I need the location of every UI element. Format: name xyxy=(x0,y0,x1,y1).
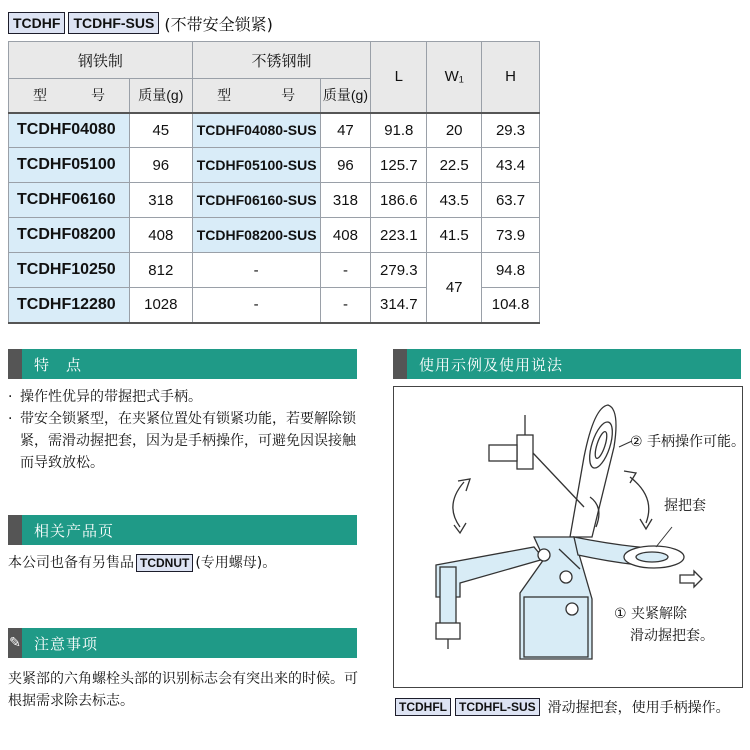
sus-model-cell: TCDHF06160-SUS xyxy=(192,183,320,218)
L-cell: 279.3 xyxy=(371,253,427,288)
model-label-b: 号 xyxy=(281,87,296,104)
mass-cell: 96 xyxy=(129,148,192,183)
W1-cell: 43.5 xyxy=(427,183,482,218)
bullet-dot: · xyxy=(8,411,13,427)
H-cell: 104.8 xyxy=(482,288,540,323)
model-cell: TCDHF10250 xyxy=(9,253,130,288)
table-row xyxy=(9,218,540,253)
table-row xyxy=(9,253,540,288)
related-text-before: 本公司也备有另售品 xyxy=(8,555,134,571)
H-cell: 73.9 xyxy=(482,218,540,253)
model-label-a: 型 xyxy=(32,87,47,104)
model-cell: TCDHF05100 xyxy=(9,148,130,183)
pencil-icon: ✎ xyxy=(8,628,22,658)
model-cell: TCDHF12280 xyxy=(9,288,130,323)
features-heading: 特 点 xyxy=(34,355,83,374)
table-row xyxy=(9,183,540,218)
features-list xyxy=(8,386,363,474)
L-cell: 91.8 xyxy=(371,113,427,148)
related-product-link[interactable]: TCDNUT xyxy=(136,554,193,572)
W1-cell: 47 xyxy=(427,253,482,323)
model-label-b: 号 xyxy=(90,87,105,104)
list-item xyxy=(8,386,363,408)
H-cell: 94.8 xyxy=(482,253,540,288)
sus-mass-cell: 318 xyxy=(320,183,371,218)
product-tag: TCDHF xyxy=(8,12,65,34)
list-item xyxy=(8,408,363,474)
sus-mass-cell: 96 xyxy=(320,148,371,183)
notes-header xyxy=(8,628,357,658)
sus-model-cell: TCDHF04080-SUS xyxy=(192,113,320,148)
lowered-handle xyxy=(574,537,684,568)
release-label-1: ① 夹紧解除 xyxy=(614,606,688,622)
sus-mass-cell: 47 xyxy=(320,113,371,148)
model-label-a: 型 xyxy=(217,87,232,104)
notes-text: 夹紧部的六角螺栓头部的识别标志会有突出来的时候。可根据需求除去标志。 xyxy=(8,671,358,709)
group-stainless: 不锈钢制 xyxy=(192,42,371,79)
model-cell: TCDHF04080 xyxy=(9,113,130,148)
W1-cell: 20 xyxy=(427,113,482,148)
handle-operation-label: ② 手柄操作可能。 xyxy=(630,434,746,450)
rotation-arrow-right xyxy=(624,471,652,529)
title-suffix: (不带安全锁紧) xyxy=(164,14,273,34)
related-header xyxy=(8,515,357,545)
mass-cell: 45 xyxy=(129,113,192,148)
usage-heading: 使用示例及使用说法 xyxy=(419,355,564,374)
page-title xyxy=(8,10,273,36)
group-steel: 钢铁制 xyxy=(9,42,193,79)
bar-stub xyxy=(8,349,22,379)
bar-stub xyxy=(393,349,407,379)
mass-cell: 318 xyxy=(129,183,192,218)
footer-caption xyxy=(393,697,730,717)
L-cell: 314.7 xyxy=(371,288,427,323)
sus-model-cell: TCDHF05100-SUS xyxy=(192,148,320,183)
clamp-spindle xyxy=(436,567,460,649)
raised-spindle xyxy=(489,415,584,507)
sus-model-cell: - xyxy=(192,253,320,288)
H-cell: 43.4 xyxy=(482,148,540,183)
sus-mass-cell: 408 xyxy=(320,218,371,253)
grip-sleeve-label: 握把套 xyxy=(664,498,706,514)
L-cell: 186.6 xyxy=(371,183,427,218)
raised-handle xyxy=(570,405,617,537)
product-tag: TCDHFL xyxy=(395,698,451,716)
col-header-W1: W₁ xyxy=(427,42,482,113)
model-cell: TCDHF08200 xyxy=(9,218,130,253)
sus-mass-cell: - xyxy=(320,288,371,323)
bullet-dot: · xyxy=(8,389,13,405)
spec-table xyxy=(8,41,540,324)
W1-cell: 41.5 xyxy=(427,218,482,253)
related-heading: 相关产品页 xyxy=(34,521,115,540)
usage-header xyxy=(393,349,741,379)
related-text xyxy=(8,553,276,573)
mass-cell: 1028 xyxy=(129,288,192,323)
table-row xyxy=(9,148,540,183)
col-header-L: L xyxy=(371,42,427,113)
feature-text: 带安全锁紧型，在夹紧位置处有锁紧功能，若要解除锁紧，需滑动握把套，因为是手柄操作，可避免因误接触而导致放松。 xyxy=(20,411,356,471)
col-header-H: H xyxy=(482,42,540,113)
mass-cell: 408 xyxy=(129,218,192,253)
sus-mass-cell: - xyxy=(320,253,371,288)
sus-model-cell: - xyxy=(192,288,320,323)
features-header xyxy=(8,349,357,379)
table-row xyxy=(9,113,540,148)
L-cell: 223.1 xyxy=(371,218,427,253)
L-cell: 125.7 xyxy=(371,148,427,183)
rotation-arrow-left xyxy=(453,479,470,533)
col-header-model xyxy=(9,79,130,113)
H-cell: 29.3 xyxy=(482,113,540,148)
product-tag: TCDHFL-SUS xyxy=(455,698,540,716)
slide-arrow xyxy=(680,571,702,587)
col-header-sus-model xyxy=(192,79,320,113)
related-text-after: (专用螺母)。 xyxy=(195,555,277,571)
col-header-mass: 质量(g) xyxy=(129,79,192,113)
clamp-body xyxy=(436,537,592,659)
H-cell: 63.7 xyxy=(482,183,540,218)
model-cell: TCDHF06160 xyxy=(9,183,130,218)
bar-stub xyxy=(8,515,22,545)
feature-text: 操作性优异的带握把式手柄。 xyxy=(20,389,202,405)
col-header-sus-mass: 质量(g) xyxy=(320,79,371,113)
release-label-2: 滑动握把套。 xyxy=(630,628,714,644)
footer-text: 滑动握把套，使用手柄操作。 xyxy=(547,700,730,716)
product-tag: TCDHF-SUS xyxy=(68,12,159,34)
usage-diagram xyxy=(393,386,746,688)
sus-model-cell: TCDHF08200-SUS xyxy=(192,218,320,253)
W1-cell: 22.5 xyxy=(427,148,482,183)
mass-cell: 812 xyxy=(129,253,192,288)
notes-heading: 注意事项 xyxy=(34,634,99,653)
